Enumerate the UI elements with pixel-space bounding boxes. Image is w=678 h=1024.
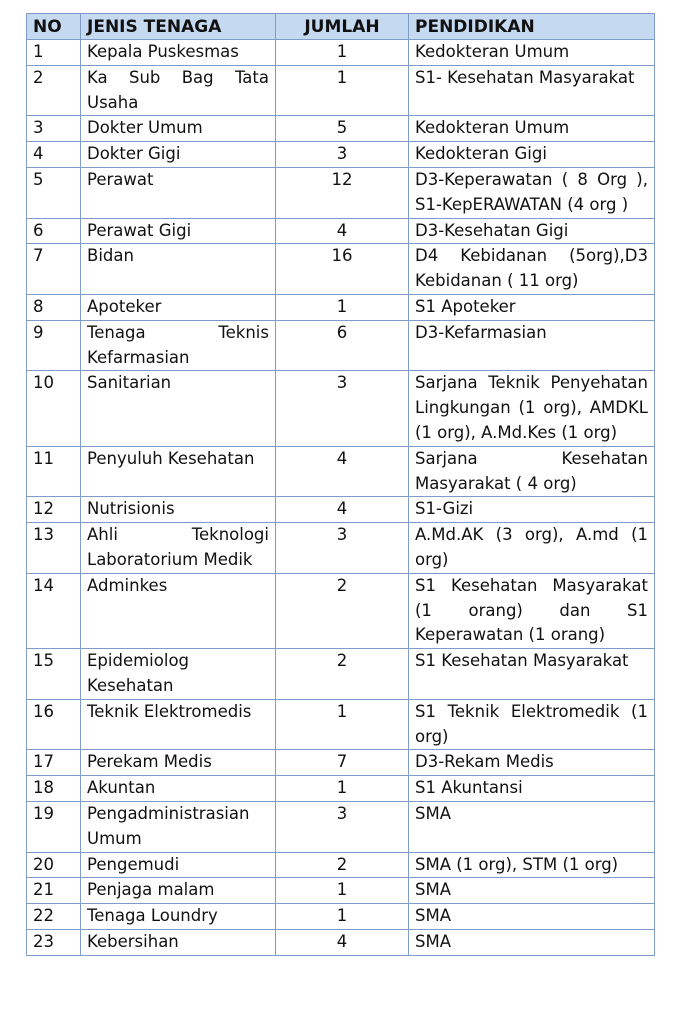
cell-jumlah: 3 [276,523,409,574]
cell-jenis-tenaga: Perawat [81,167,276,218]
cell-jenis-tenaga: Tenaga Teknis Kefarmasian [81,320,276,371]
cell-jumlah: 2 [276,649,409,700]
table-header-row [27,14,655,40]
table-row [27,852,655,878]
cell-jenis-tenaga: Dokter Umum [81,116,276,142]
cell-no: 12 [27,497,81,523]
cell-jumlah: 2 [276,573,409,648]
cell-jenis-tenaga: Dokter Gigi [81,142,276,168]
cell-jenis-tenaga: Tenaga Loundry [81,904,276,930]
table-row [27,649,655,700]
cell-jenis-tenaga: Apoteker [81,294,276,320]
cell-jenis-tenaga: Penyuluh Kesehatan [81,446,276,497]
cell-pendidikan: Sarjana Kesehatan Masyarakat ( 4 org) [409,446,655,497]
cell-jenis-tenaga: Kebersihan [81,929,276,955]
cell-jumlah: 3 [276,801,409,852]
cell-no: 11 [27,446,81,497]
cell-no: 15 [27,649,81,700]
cell-jumlah: 3 [276,371,409,446]
cell-jumlah: 5 [276,116,409,142]
cell-jumlah: 1 [276,65,409,116]
cell-pendidikan: S1- Kesehatan Masyarakat [409,65,655,116]
cell-jumlah: 3 [276,142,409,168]
table-row [27,116,655,142]
cell-no: 14 [27,573,81,648]
cell-pendidikan: D3-Rekam Medis [409,750,655,776]
cell-pendidikan: S1 Apoteker [409,294,655,320]
cell-jenis-tenaga: Pengadministrasian Umum [81,801,276,852]
cell-no: 18 [27,776,81,802]
cell-jumlah: 4 [276,218,409,244]
cell-pendidikan: D3-Keperawatan ( 8 Org ), S1-KepERAWATAN (4 org ) [409,167,655,218]
cell-jumlah: 1 [276,904,409,930]
cell-no: 23 [27,929,81,955]
table-row [27,878,655,904]
cell-no: 5 [27,167,81,218]
cell-jenis-tenaga: Teknik Elektromedis [81,699,276,750]
cell-no: 16 [27,699,81,750]
cell-jenis-tenaga: Penjaga malam [81,878,276,904]
cell-pendidikan: S1 Kesehatan Masyarakat [409,649,655,700]
table-row [27,244,655,295]
cell-jenis-tenaga: Ka Sub Bag Tata Usaha [81,65,276,116]
cell-jumlah: 1 [276,699,409,750]
table-row [27,929,655,955]
cell-jenis-tenaga: Sanitarian [81,371,276,446]
cell-no: 4 [27,142,81,168]
cell-jenis-tenaga: Akuntan [81,776,276,802]
header-pendidikan: PENDIDIKAN [409,14,655,40]
cell-pendidikan: S1 Akuntansi [409,776,655,802]
staff-table [26,13,655,956]
cell-pendidikan: SMA [409,929,655,955]
cell-jenis-tenaga: Perekam Medis [81,750,276,776]
cell-jumlah: 1 [276,776,409,802]
cell-pendidikan: Kedokteran Umum [409,116,655,142]
cell-jumlah: 12 [276,167,409,218]
cell-jenis-tenaga: Bidan [81,244,276,295]
table-row [27,497,655,523]
cell-jumlah: 2 [276,852,409,878]
cell-jenis-tenaga: Nutrisionis [81,497,276,523]
table-row [27,801,655,852]
table-row [27,65,655,116]
table-row [27,904,655,930]
table-row [27,699,655,750]
cell-no: 7 [27,244,81,295]
cell-no: 3 [27,116,81,142]
cell-no: 1 [27,40,81,66]
cell-no: 13 [27,523,81,574]
cell-no: 17 [27,750,81,776]
cell-jumlah: 7 [276,750,409,776]
table-row [27,371,655,446]
cell-no: 22 [27,904,81,930]
cell-no: 2 [27,65,81,116]
cell-jumlah: 16 [276,244,409,295]
cell-pendidikan: SMA [409,801,655,852]
cell-pendidikan: D3-Kesehatan Gigi [409,218,655,244]
cell-jumlah: 4 [276,929,409,955]
cell-pendidikan: D3-Kefarmasian [409,320,655,371]
cell-pendidikan: D4 Kebidanan (5org),D3 Kebidanan ( 11 org) [409,244,655,295]
cell-jenis-tenaga: Kepala Puskesmas [81,40,276,66]
table-row [27,446,655,497]
table-row [27,142,655,168]
cell-no: 6 [27,218,81,244]
cell-jumlah: 1 [276,40,409,66]
table-row [27,167,655,218]
cell-pendidikan: SMA (1 org), STM (1 org) [409,852,655,878]
cell-jenis-tenaga: Perawat Gigi [81,218,276,244]
cell-jenis-tenaga: Adminkes [81,573,276,648]
cell-pendidikan: S1 Kesehatan Masyarakat (1 orang) dan S1 Keperawatan (1 orang) [409,573,655,648]
header-no: NO [27,14,81,40]
cell-no: 8 [27,294,81,320]
table-body [27,40,655,956]
staff-table-container [26,13,654,956]
cell-pendidikan: S1 Teknik Elektromedik (1 org) [409,699,655,750]
table-row [27,776,655,802]
cell-pendidikan: SMA [409,904,655,930]
table-row [27,750,655,776]
cell-jumlah: 1 [276,878,409,904]
cell-pendidikan: Sarjana Teknik Penyehatan Lingkungan (1 org), AMDKL (1 org), A.Md.Kes (1 org) [409,371,655,446]
cell-pendidikan: Kedokteran Gigi [409,142,655,168]
cell-jumlah: 1 [276,294,409,320]
cell-pendidikan: S1-Gizi [409,497,655,523]
table-row [27,294,655,320]
table-row [27,218,655,244]
cell-no: 9 [27,320,81,371]
header-jenis-tenaga: JENIS TENAGA [81,14,276,40]
cell-jenis-tenaga: Pengemudi [81,852,276,878]
cell-jenis-tenaga: Epidemiolog Kesehatan [81,649,276,700]
header-jumlah: JUMLAH [276,14,409,40]
cell-no: 20 [27,852,81,878]
cell-pendidikan: SMA [409,878,655,904]
table-row [27,320,655,371]
cell-no: 19 [27,801,81,852]
table-row [27,523,655,574]
cell-jenis-tenaga: Ahli Teknologi Laboratorium Medik [81,523,276,574]
cell-no: 21 [27,878,81,904]
cell-no: 10 [27,371,81,446]
table-row [27,40,655,66]
cell-jumlah: 4 [276,497,409,523]
table-row [27,573,655,648]
cell-pendidikan: A.Md.AK (3 org), A.md (1 org) [409,523,655,574]
cell-jumlah: 6 [276,320,409,371]
cell-jumlah: 4 [276,446,409,497]
cell-pendidikan: Kedokteran Umum [409,40,655,66]
